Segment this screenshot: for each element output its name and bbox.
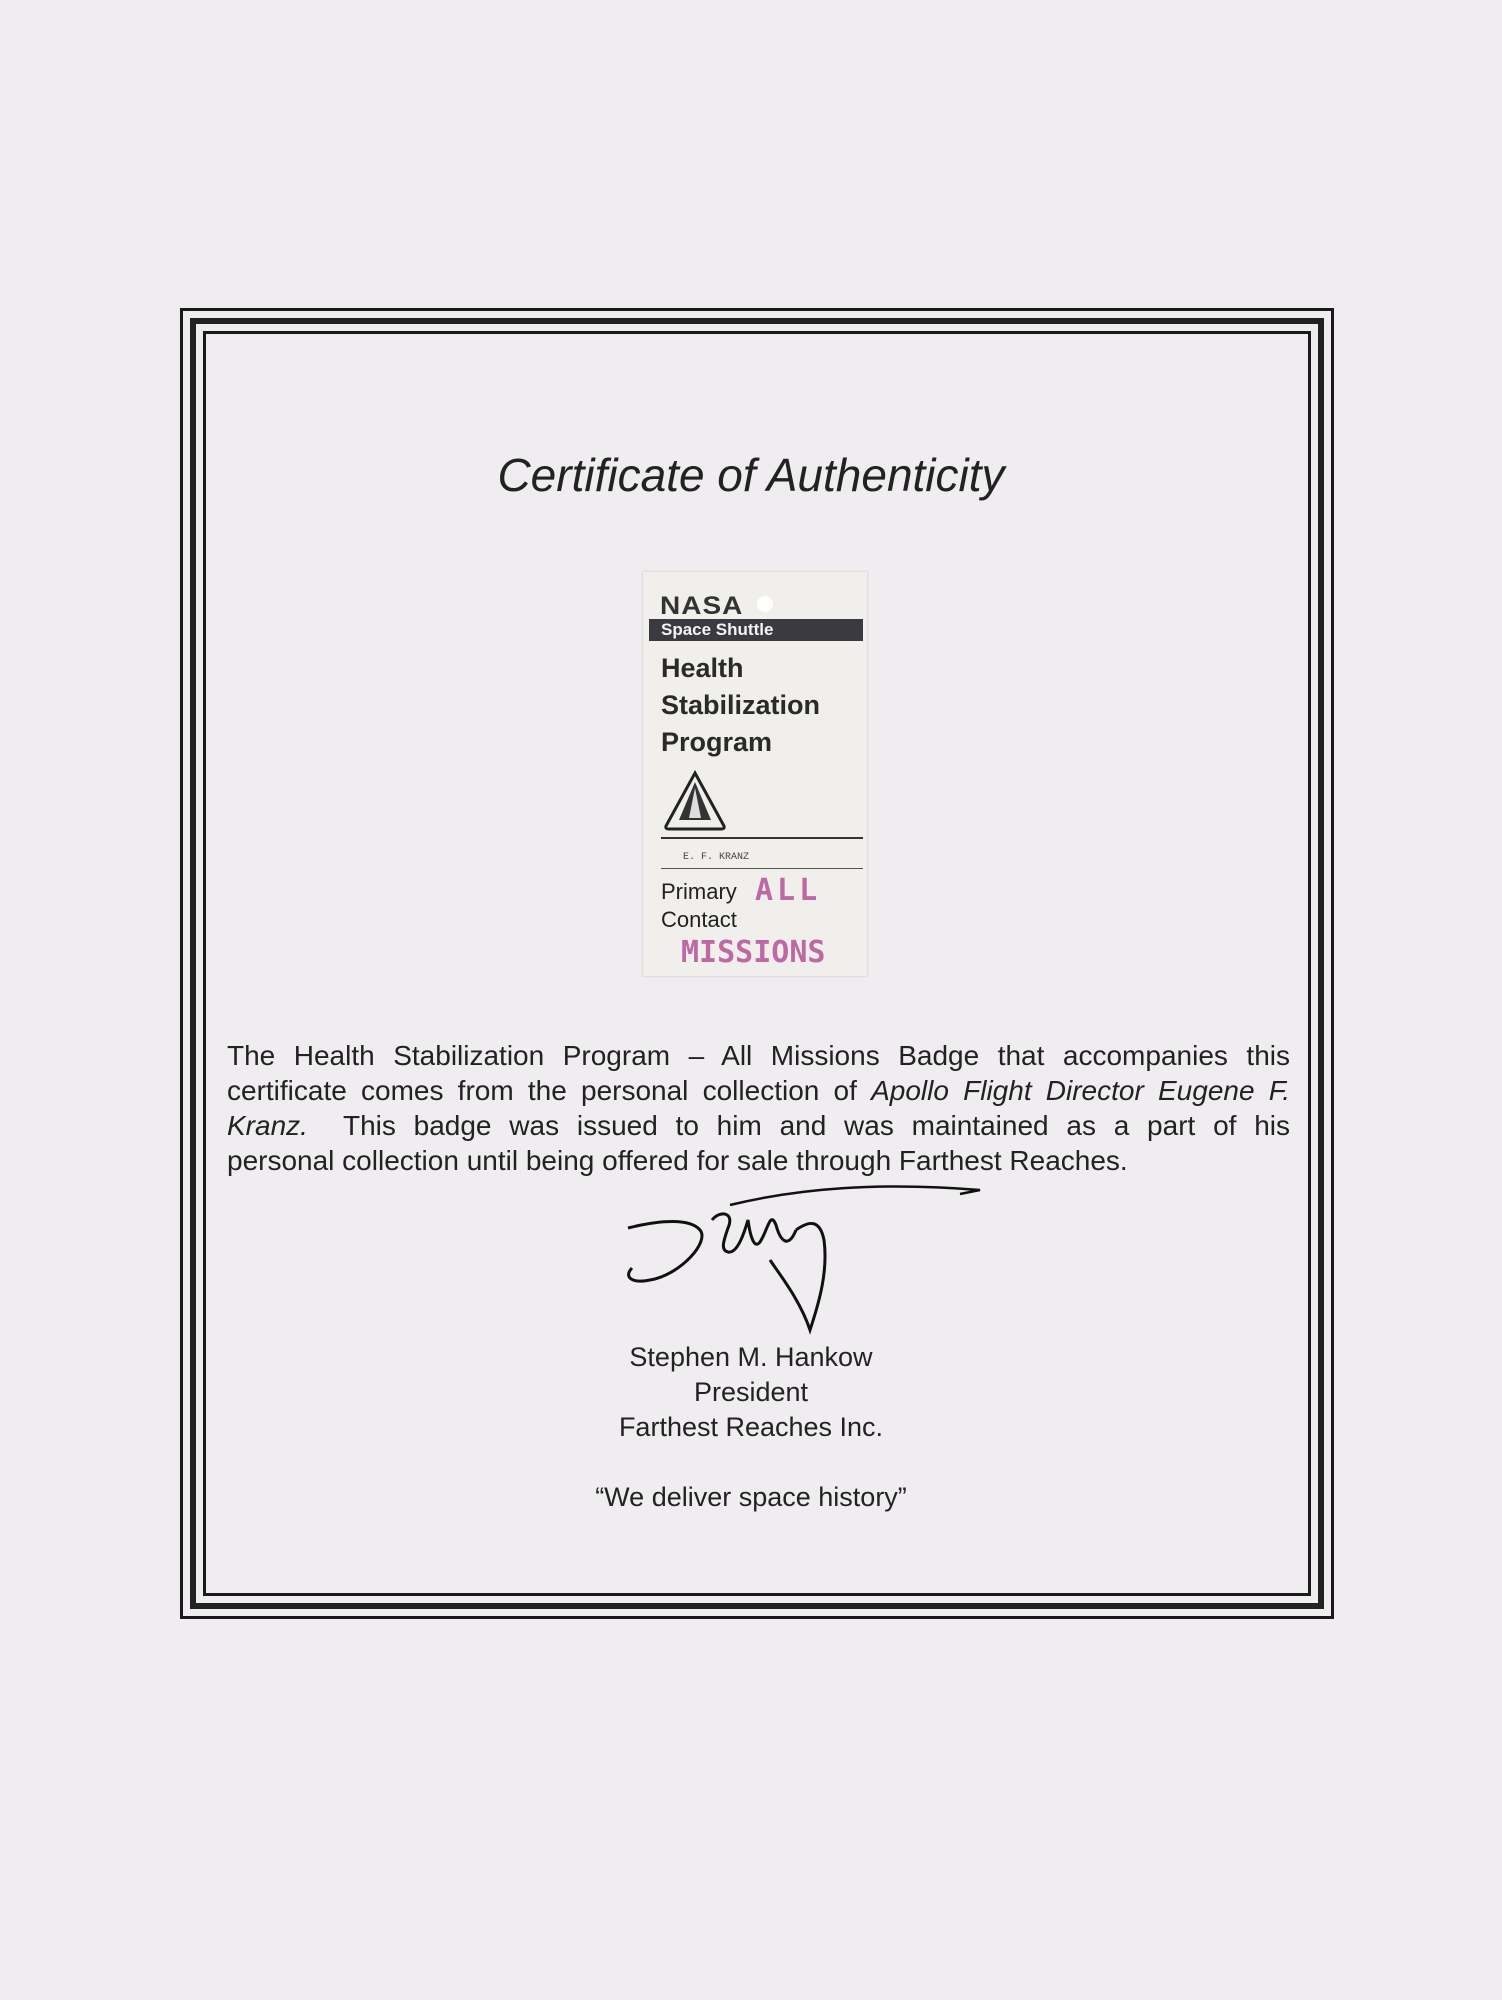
- program-line: Stabilization: [661, 690, 821, 720]
- tagline: “We deliver space history”: [595, 1482, 907, 1512]
- body-italic: Kranz.: [227, 1110, 308, 1141]
- shuttle-badge: [643, 572, 867, 976]
- body-italic: Apollo Flight Director Eugene F.: [871, 1075, 1291, 1106]
- badge-hole: [757, 596, 773, 612]
- certificate-body: [227, 1038, 1290, 1178]
- body-line: The Health Stabilization Program – All Missions Badge that accompanies this: [227, 1040, 1290, 1071]
- badge-header: Space Shuttle: [649, 619, 863, 641]
- contact-line: Primary: [661, 879, 737, 904]
- divider: [661, 837, 863, 839]
- signatory-role: President: [693, 1377, 809, 1407]
- body-text: This badge was issued to him and was maintained as a part of his: [307, 1110, 1290, 1141]
- signatory-name: Stephen M. Hankow: [629, 1342, 873, 1372]
- stamp-all: ALL: [755, 873, 822, 908]
- body-line: [227, 1073, 1290, 1108]
- badge-contact: [661, 878, 737, 934]
- badge-holder-name: E. F. KRANZ: [683, 852, 750, 863]
- divider: [661, 868, 863, 869]
- program-line: Program: [661, 727, 773, 757]
- body-line: [227, 1108, 1290, 1143]
- signatory-company: Farthest Reaches Inc.: [618, 1412, 884, 1442]
- space-shuttle-emblem-icon: [663, 770, 727, 832]
- nasa-logo: NASA: [660, 591, 744, 620]
- program-line: Health: [661, 653, 744, 683]
- badge-program: [661, 650, 820, 761]
- contact-line: Contact: [661, 907, 737, 932]
- stamp-missions: MISSIONS: [681, 935, 826, 970]
- signature: [620, 1180, 990, 1340]
- body-text: certificate comes from the personal collection of: [227, 1075, 872, 1106]
- certificate-title: Certificate of Authenticity: [497, 449, 1005, 501]
- body-line: personal collection until being offered for sale through Farthest Reaches.: [227, 1145, 1128, 1176]
